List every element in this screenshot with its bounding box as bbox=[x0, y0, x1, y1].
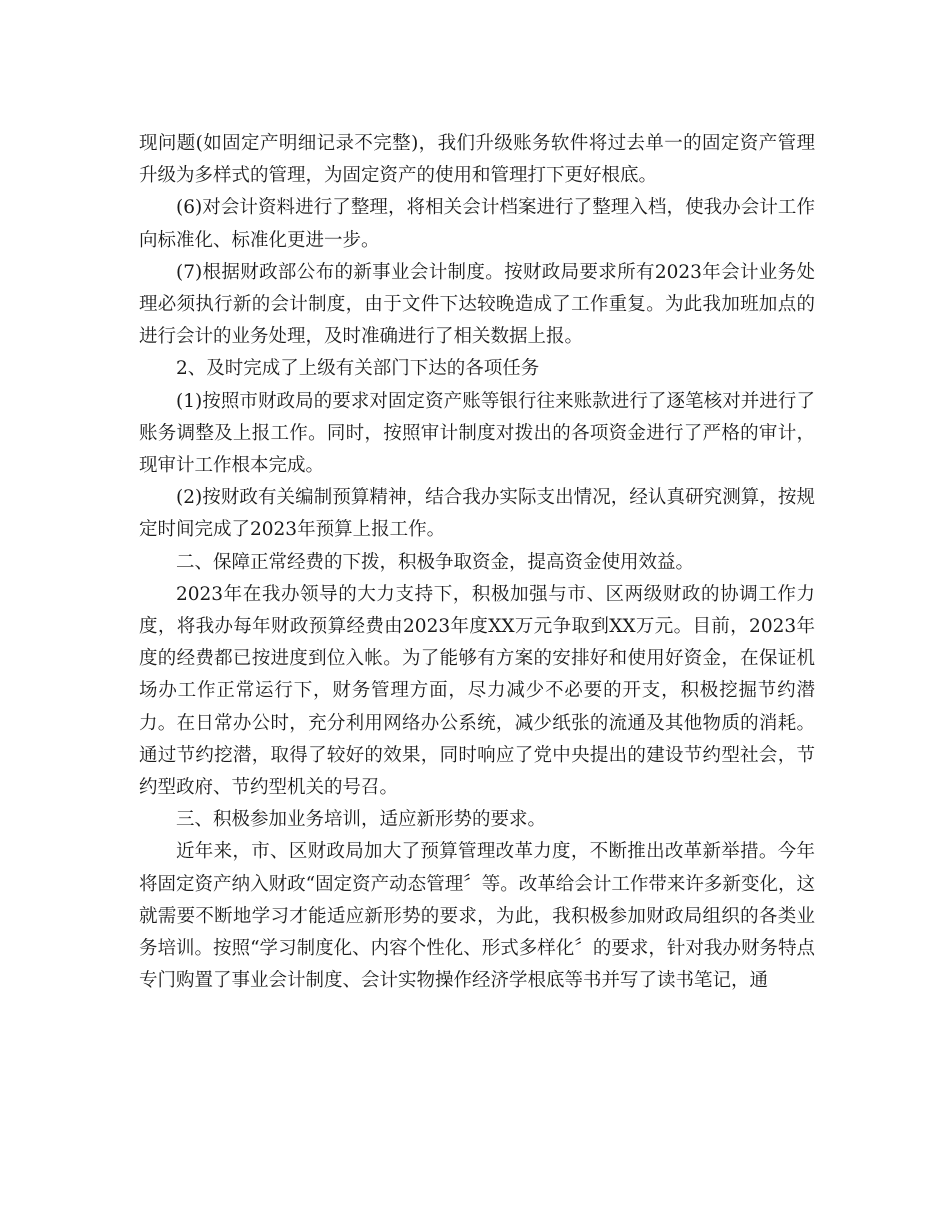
paragraph-6: (2)按财政有关编制预算精神，结合我办实际支出情况，经认真研究测算，按规定时间完成了2023年预算上报工作。 bbox=[139, 487, 815, 541]
paragraph-9: 三、积极参加业务培训，适应新形势的要求。 bbox=[176, 809, 547, 831]
paragraph-2: (6)对会计资料进行了整理，将相关会计档案进行了整理入档，使我办会计工作向标准化、标准化更进一步。 bbox=[139, 197, 815, 251]
paragraph-5: (1)按照市财政局的要求对固定资产账等银行往来账款进行了逐笔核对并进行了账务调整及上报工作。同时，按照审计制度对拨出的各项资金进行了严格的审计，现审计工作根本完成。 bbox=[139, 390, 815, 477]
document-body bbox=[139, 128, 815, 997]
paragraph-3: (7)根据财政部公布的新事业会计制度。按财政局要求所有2023年会计业务处理必须执行新的会计制度，由于文件下达较晚造成了工作重复。为此我加班加点的进行会计的业务处理，及时准确进行了相关数据上报。 bbox=[139, 261, 815, 348]
paragraph-1: 现问题(如固定产明细记录不完整)，我们升级账务软件将过去单一的固定资产管理升级为多样式的管理，为固定资产的使用和管理打下更好根底。 bbox=[139, 133, 815, 187]
paragraph-7: 二、保障正常经费的下拨，积极争取资金，提高资金使用效益。 bbox=[176, 551, 695, 573]
paragraph-10: 近年来，市、区财政局加大了预算管理改革力度，不断推出改革新举措。今年将固定资产纳入财政“固定资产动态管理〞等。改革给会计工作带来许多新变化，这就需要不断地学习才能适应新形势的要求，为此，我积极参加财政局组织的各类业务培训。按照“学习制度化、内容个性化、形式多样化〞的要求，针对我办财务特点专门购置了事业会计制度、会计实物操作经济学根底等书并写了读书笔记，通 bbox=[139, 841, 815, 992]
paragraph-8: 2023年在我办领导的大力支持下，积极加强与市、区两级财政的协调工作力度，将我办每年财政预算经费由2023年度XX万元争取到XX万元。目前，2023年度的经费都已按进度到位入帐。为了能够有方案的安排好和使用好资金，在保证机场办工作正常运行下，财务管理方面，尽力减少不必要的开支，积极挖掘节约潜力。在日常办公时，充分利用网络办公系统，减少纸张的流通及其他物质的消耗。通过节约挖潜，取得了较好的效果，同时响应了党中央提出的建设节约型社会，节约型政府、节约型机关的号召。 bbox=[139, 583, 815, 799]
paragraph-4: 2、及时完成了上级有关部门下达的各项任务 bbox=[176, 358, 540, 380]
